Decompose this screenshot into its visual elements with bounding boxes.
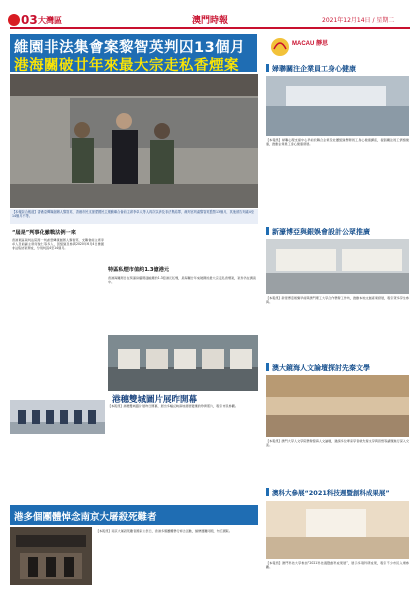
bottom-body: 【本報訊】南京大屠殺死難者國家公祭日，香港多個團體舉行悼念活動，緬懷遇難同胞，勿忘國恥。 (96, 529, 233, 533)
headline-primary: 維園非法集會案黎智英判囚13個月 (14, 40, 246, 56)
page-number-badge (8, 14, 20, 26)
left-secondary-photo (10, 400, 105, 434)
lead-body-1: 香港東區裁判法院周一判處壹傳媒創辦人黎智英、支聯會前主席李卓人及前副主席何俊仁等多人，因組織及參與2020年6月4日維園非法集結案罪成，分別判囚4至14個月。 (12, 238, 104, 251)
lead-caption: 【本報綜合報道】香港壹傳媒創辦人黎智英、香港市民支援愛國民主運動聯合會前主席李卓人等人再次以涉及非法集結罪，裁判官判處黎智英監禁13個月，其他被告判處4至14個月不等。 (10, 209, 258, 224)
lead-subhead-2: 特區私煙市值約1.3億港元 (108, 267, 170, 273)
masthead: 澳門時報 (191, 16, 228, 26)
issue-date: 2021年12月14日 / 星期二 (322, 17, 395, 24)
memorial-photo-graphic (10, 527, 92, 585)
exhibition-photo (108, 335, 258, 391)
panel-3-title: 澳大鏡海人文論壇探討先秦文學 (272, 364, 370, 372)
panel-1-title: 婦聯關注企業員工身心健康 (272, 65, 356, 73)
panel-4-marker (266, 488, 269, 496)
panel-3-body: 【本報訊】澳門大學人文學院舉辦鏡海人文論壇，邀請多位專家學者就先秦文學與思想等議題進行深入交流。 (266, 439, 409, 448)
headline-secondary: 港海關破廿年來最大宗走私香煙案 (14, 58, 239, 74)
panel-1-graphic (266, 76, 409, 136)
panel-4-graphic (266, 501, 409, 559)
lead-body-2: 香港海關周日在葵涌貨櫃碼頭檢獲約1.3億港元私煙，是海關廿年來破獲的最大宗走私香煙案，案件仍在調查中。 (108, 276, 256, 285)
panel-4-title: 澳科大參展“2021科技週暨創科成果展” (272, 489, 390, 497)
panel-1-body: 【本報訊】婦聯心理支援中心早前於聯合企業及社團組織舉辦員工身心健康講座，提倡關注員工情緒健康，推動企業員工身心健康發展。 (266, 138, 409, 147)
panel-4-body: 【本報訊】澳門科技大學參加“2021科技週暨創科成果展”，展示多項科研成果，吸引不少市民入場參觀。 (266, 561, 409, 570)
panel-3-graphic (266, 375, 409, 437)
exhibition-body: 【本報訊】港穗雙城圖片展昨日開幕，展出多幅反映兩地發展變遷的珍貴照片，吸引市民參觀。 (108, 404, 238, 408)
lead-photo-graphic (10, 74, 258, 208)
lead-photo (10, 74, 258, 208)
section-label: 大灣區 (38, 16, 62, 25)
macau-logo-icon (268, 31, 328, 61)
panel-1-marker (266, 64, 269, 72)
lead-subhead-1: “屆是”判事化雖戰法例一來 (12, 230, 76, 236)
panel-2-graphic (266, 239, 409, 294)
left-secondary-graphic (10, 400, 105, 434)
panel-3-photo (266, 375, 409, 437)
exhibition-photo-graphic (108, 335, 258, 391)
panel-2-marker (266, 227, 269, 235)
panel-3-marker (266, 363, 269, 371)
exhibition-heading: 港穗雙城圖片展昨開幕 (112, 395, 198, 405)
bottom-headline: 港多個團體悼念南京大屠殺死難者 (14, 512, 157, 523)
panel-2-photo (266, 239, 409, 294)
macau-logo-text: MACAU 靜思 (292, 41, 328, 47)
memorial-photo (10, 527, 92, 585)
panel-2-body: 【本報訊】新濠博亞娛樂早前與澳門理工大學合作舉辦工作坊，推動本地文創產業發展，吸引眾多學生參與。 (266, 296, 409, 305)
panel-2-title: 新濠博亞與銀娛會設計公眾推廣 (272, 228, 370, 236)
panel-4-photo (266, 501, 409, 559)
page-number: 03 (21, 13, 38, 27)
header-rule (10, 27, 410, 29)
panel-1-photo (266, 76, 409, 136)
